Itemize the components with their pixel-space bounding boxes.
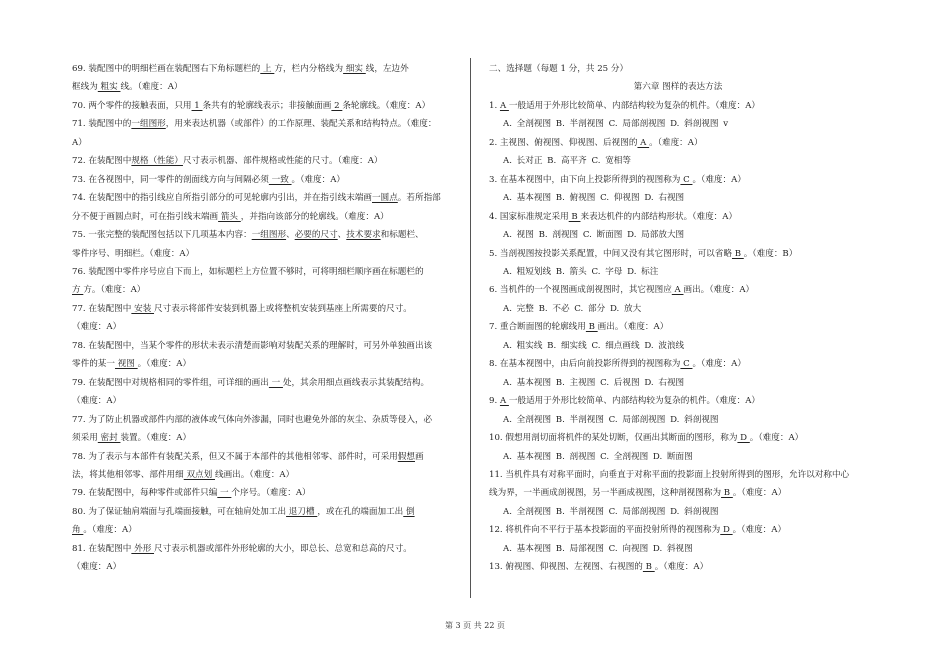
text-segment: 。（难度：A） (83, 525, 137, 536)
text-line (72, 558, 457, 576)
text-segment: 一般适用于外形比较简单、内部结构较为复杂的机件。（难度：A） (508, 396, 761, 407)
text-line (72, 337, 457, 355)
answer-options: A. 视图 B. 剖视图 C. 断面图 D. 局部放大图 (503, 230, 685, 241)
text-segment: 零件的某一 (72, 359, 115, 370)
text-line (489, 355, 867, 373)
answer-blank: 细实 (343, 64, 366, 74)
answer-blank: A (499, 396, 509, 407)
text-segment: （难度：A） (72, 396, 122, 407)
text-line (489, 521, 867, 539)
text-segment: A） (72, 137, 87, 148)
answer-blank: 一 (268, 377, 283, 388)
text-line (489, 448, 867, 466)
text-segment: 。（难度：A） (692, 359, 746, 370)
text-line (72, 392, 457, 410)
text-segment: 13. 俯视图、仰视图、左视图、右视图的 (489, 562, 643, 573)
text-line (489, 411, 867, 429)
answer-blank: 一致 (268, 174, 292, 185)
answer-options: A. 基本视图 B. 剖视图 C. 全剖视图 D. 断面图 (503, 451, 693, 462)
answer-blank: 规格（性能） (131, 156, 183, 167)
text-segment: 须采用 (72, 433, 98, 444)
text-segment: 1. (489, 100, 500, 111)
text-line (489, 97, 867, 115)
answer-blank: 双点划 (183, 469, 215, 480)
text-segment: 3. 在基本视图中，由下向上投影所得到的视图称为 (489, 174, 681, 185)
answer-blank: D (720, 525, 733, 536)
text-segment: 12. 将机件向不平行于基本投影面的平面投射所得的视图称为 (489, 525, 721, 536)
answer-blank: 安装 (131, 303, 155, 314)
text-segment: 79. 在装配图中对规格相同的零件组，可详细的画出 (72, 377, 269, 388)
text-segment: 画出。（难度：A） (683, 285, 755, 296)
text-segment: 7. 重合断面图的轮廓线用 (489, 322, 586, 333)
text-segment: 。（难度：A） (291, 174, 346, 185)
text-line (489, 300, 867, 318)
text-segment: 、 (286, 230, 295, 241)
text-line (72, 355, 457, 373)
text-segment: 框线为 (72, 82, 98, 93)
text-segment: 6. 当机件的一个视图画成剖视图时，其它视图应 (489, 285, 672, 296)
text-segment: 5. 当剖视图按投影关系配置，中间又没有其它图形时，可以省略 (489, 248, 732, 259)
text-line (489, 263, 867, 281)
text-segment: 。（难度：A） (732, 525, 787, 536)
text-line (72, 300, 457, 318)
text-line (72, 466, 457, 484)
text-segment: 、 (337, 230, 347, 241)
answer-blank: 箭头 (218, 211, 241, 222)
text-segment: 76. 装配图中零件序号应自下而上，如标题栏上方位置不够时，可将明细栏顺序画在标题栏的 (72, 266, 424, 277)
text-segment: 78. 在装配图中，当某个零件的形状未表示清楚而影响对装配关系的理解时，可另外单独画出该 (72, 340, 433, 351)
answer-blank: A (499, 100, 509, 111)
answer-options: A. 全剖视图 B. 半剖视图 C. 局部剖视图 D. 斜剖视图 (503, 506, 719, 517)
text-line (72, 503, 457, 521)
text-line (72, 429, 457, 447)
text-segment: 77. 在装配图中 (72, 303, 132, 314)
answer-options: A. 粗实线 B. 细实线 C. 细点画线 D. 波浪线 (503, 340, 685, 351)
text-line (72, 171, 457, 189)
text-line (72, 484, 457, 502)
text-segment: 。（难度：A） (749, 433, 804, 444)
column-divider (470, 58, 471, 598)
text-line (489, 429, 867, 447)
answer-options: A. 粗短划线 B. 箭头 C. 字母 D. 标注 (503, 266, 659, 277)
text-line (489, 115, 867, 133)
text-line (72, 318, 457, 336)
answer-blank: B (585, 322, 598, 333)
answer-blank: 粗实 (97, 82, 121, 93)
answer-blank: C (680, 359, 693, 370)
text-line (489, 318, 867, 336)
text-segment: 线，左边外 (365, 64, 409, 74)
answer-options: A. 完整 B. 不必 C. 部分 D. 放大 (503, 303, 642, 314)
text-segment: 条共有的轮廓线表示；非接触面画 (202, 100, 332, 111)
text-segment: 。（难度：A） (654, 562, 709, 573)
text-segment: 73. 在各视图中，同一零件的剖面线方向与间隔必须 (72, 174, 269, 185)
chapter-heading: 第六章 图样的表达方法 (633, 82, 723, 93)
text-line (489, 466, 867, 484)
left-column (72, 60, 457, 577)
text-segment: 。（难度：A） (137, 359, 192, 370)
answer-blank: B (642, 562, 655, 573)
text-segment: 和标题栏、 (380, 230, 424, 241)
text-line (72, 540, 457, 558)
text-segment: 线为界，一半画成剖视图，另一半画成视图，这种剖视图称为 (489, 488, 722, 499)
text-line (489, 134, 867, 152)
text-segment: 。（难度：A） (649, 137, 703, 148)
answer-options: A. 长对正 B. 高平齐 C. 宽相等 (503, 156, 631, 167)
text-line (72, 281, 457, 299)
answer-blank: B (731, 248, 744, 259)
text-segment: （难度：A） (72, 562, 122, 573)
answer-blank: 角 (72, 525, 84, 536)
answer-blank: 2 (331, 100, 343, 111)
answer-blank: 密封 (97, 433, 121, 444)
text-line (72, 189, 457, 207)
text-line (72, 97, 457, 115)
text-segment: 画 (414, 451, 424, 462)
text-segment: 二、选择题（每题 1 分，共 25 分） (489, 64, 629, 74)
text-line (489, 281, 867, 299)
answer-blank: A (637, 137, 650, 148)
text-segment: 法，将其他相邻零、部件用细 (72, 469, 184, 480)
right-column (489, 60, 867, 577)
text-segment: 方，栏内分格线为 (274, 64, 344, 74)
text-line (489, 558, 867, 576)
answer-blank: C (680, 174, 693, 185)
text-segment: （难度：A） (72, 322, 122, 333)
text-line (72, 134, 457, 152)
page-footer: 第 3 页 共 22 页 (445, 621, 505, 630)
text-segment: 78. 为了表示与本部件有装配关系，但又不属于本部件的其他相邻零、部件时，可采用 (72, 451, 398, 462)
answer-options: A. 全剖视图 B. 半剖视图 C. 局部剖视图 D. 斜剖视图 v (503, 119, 729, 130)
answer-blank: 外形 (131, 543, 155, 554)
text-segment: 条轮廓线。（难度：A） (342, 100, 431, 111)
text-segment: 81. 在装配图中 (72, 543, 132, 554)
answer-blank: 一组图形 (251, 230, 287, 241)
text-line (489, 540, 867, 558)
text-segment: 79. 在装配图中，每种零件或部件只编 (72, 488, 218, 499)
text-line (489, 171, 867, 189)
text-line (489, 374, 867, 392)
text-segment: 。若所指部 (397, 193, 441, 204)
text-line (489, 245, 867, 263)
answer-options: A. 全剖视图 B. 半剖视图 C. 局部剖视图 D. 斜剖视图 (503, 414, 719, 425)
answer-blank: 必要的尺寸 (294, 230, 338, 241)
text-segment: 75. 一张完整的装配图包括以下几项基本内容： (72, 230, 252, 241)
text-segment: 处，其余用细点画线表示其装配结构。 (282, 377, 430, 388)
text-segment: 77. 为了防止机器或部件内部的液体或气体向外渗漏，同时也避免外部的灰尘、杂质等侵入，必 (72, 414, 433, 425)
text-line (72, 448, 457, 466)
answer-blank: 倒 (403, 506, 415, 517)
text-segment: ，并指向该部分的轮廓线。（难度：A） (240, 211, 389, 222)
text-segment: 一般适用于外形比较简单、内部结构较为复杂的机件。（难度：A） (508, 100, 761, 111)
answer-blank: 视图 (114, 359, 138, 370)
answer-blank: 退刀槽 (286, 506, 318, 517)
answer-blank: D (737, 433, 750, 444)
answer-blank: 一组图形 (131, 119, 166, 130)
text-line (72, 374, 457, 392)
text-line (72, 263, 457, 281)
text-line (72, 411, 457, 429)
text-segment: 69. 装配图中的明细栏画在装配图右下角标题栏的 (72, 64, 261, 74)
text-segment: 。（难度：B） (743, 248, 798, 259)
text-line (72, 521, 457, 539)
text-segment: 画出。（难度：A） (597, 322, 669, 333)
text-segment: 零件序号、明细栏。（难度：A） (72, 248, 195, 259)
text-segment: 装置。（难度：A） (120, 433, 192, 444)
text-line (72, 115, 457, 133)
answer-blank: A (671, 285, 684, 296)
answer-blank: B (721, 488, 733, 499)
text-line (489, 60, 867, 78)
text-line (489, 226, 867, 244)
text-line (489, 337, 867, 355)
answer-blank: 1 (191, 100, 203, 111)
answer-options: A. 基本视图 B. 局部视图 C. 向视图 D. 斜视图 (503, 543, 693, 554)
text-line (72, 208, 457, 226)
text-segment: ，用来表达机器（或部件）的工作原理、装配关系和结构特点。（难度： (165, 119, 437, 130)
answer-blank: 方 (72, 285, 84, 296)
answer-blank: 上 (260, 64, 275, 74)
text-segment: 74. 在装配图中的指引线应自所指引部分的可见轮廓内引出，并在指引线末端画 (72, 193, 372, 204)
text-segment: 9. (489, 396, 500, 407)
text-segment: 71. 装配图中的 (72, 119, 132, 130)
answer-blank: 假想 (397, 451, 415, 462)
text-segment: ，或在孔的端面加工出 (317, 506, 404, 517)
text-line (489, 152, 867, 170)
answer-options: A. 基本视图 B. 主视图 C. 后视图 D. 右视图 (503, 377, 685, 388)
text-line (489, 189, 867, 207)
text-segment: 来表达机件的内部结构形状。（难度：A） (580, 211, 738, 222)
text-segment: 方。（难度：A） (83, 285, 146, 296)
answer-options: A. 基本视图 B. 俯视图 C. 仰视图 D. 右视图 (503, 193, 685, 204)
text-segment: 72. 在装配图中 (72, 156, 132, 167)
text-segment: 线画出。（难度：A） (214, 469, 295, 480)
text-segment: 尺寸表示将部件安装到机器上或将整机安装到基座上所需要的尺寸。 (154, 303, 412, 314)
text-line (72, 152, 457, 170)
text-line (489, 208, 867, 226)
answer-blank: 一圆点 (372, 193, 398, 204)
text-segment: 8. 在基本视图中，由后向前投影所得到的视图称为 (489, 359, 681, 370)
text-segment: 线。（难度：A） (120, 82, 183, 93)
text-segment: 70. 两个零件的接触表面，只用 (72, 100, 192, 111)
text-line (72, 226, 457, 244)
answer-blank: B (568, 211, 581, 222)
answer-blank: 技术要求 (346, 230, 381, 241)
text-segment: 尺寸表示机器、部件规格或性能的尺寸。（难度：A） (182, 156, 383, 167)
answer-blank: 一 (217, 488, 232, 499)
text-line (489, 78, 867, 96)
text-segment: 尺寸表示机器或部件外形轮廓的大小，即总长、总宽和总高的尺寸。 (154, 543, 412, 554)
text-line (489, 503, 867, 521)
text-line (489, 392, 867, 410)
text-segment: 2. 主视图、俯视图、仰视图、后视图的 (489, 137, 638, 148)
text-segment: 。（难度：A） (732, 488, 787, 499)
text-segment: 分不便于画圆点时，可在指引线末端画 (72, 211, 219, 222)
text-line (489, 484, 867, 502)
text-line (72, 245, 457, 263)
text-line (72, 78, 457, 96)
text-segment: 4. 国家标准规定采用 (489, 211, 569, 222)
text-segment: 。（难度：A） (692, 174, 746, 185)
text-segment: 个序号。（难度：A） (231, 488, 311, 499)
text-segment: 11. 当机件具有对称平面时，向垂直于对称平面的投影面上投射所得到的图形，允许以对称中心 (489, 469, 850, 480)
text-segment: 10. 假想用剖切面将机件的某处切断，仅画出其断面的图形，称为 (489, 433, 738, 444)
text-segment: 80. 为了保证轴肩端面与孔端面接触，可在轴肩处加工出 (72, 506, 287, 517)
text-line (72, 60, 457, 78)
